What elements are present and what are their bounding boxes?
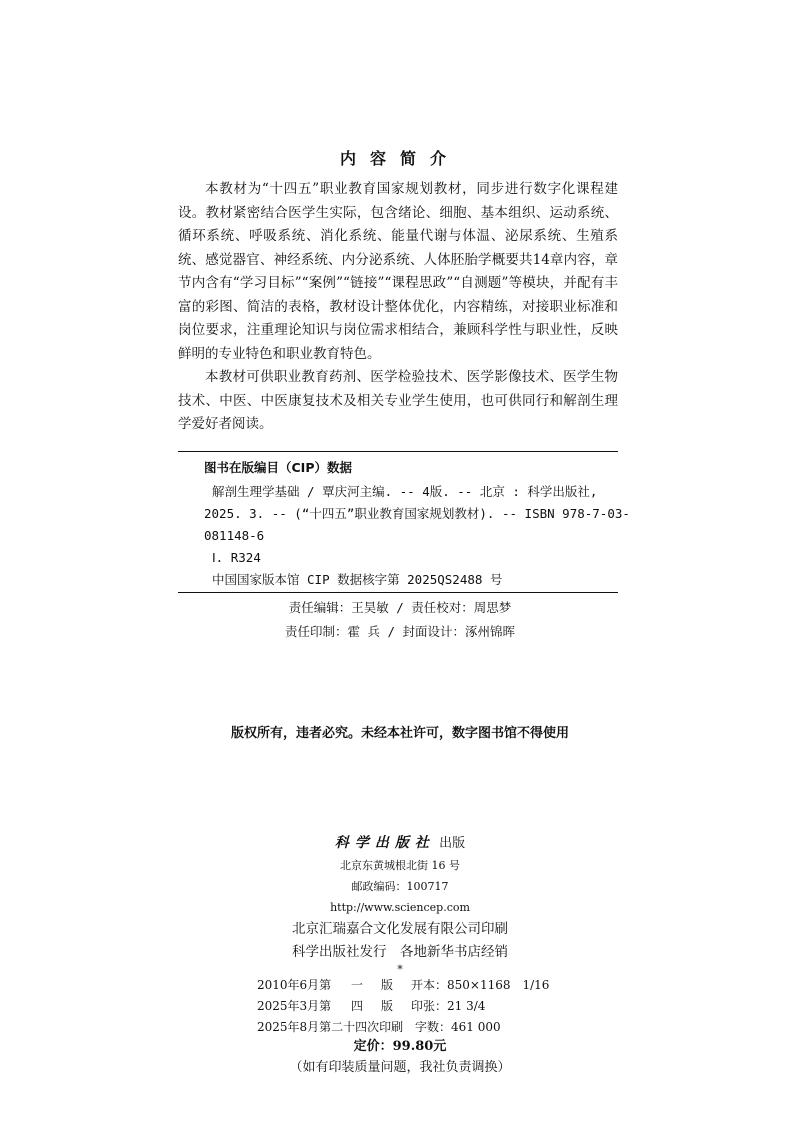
cip-block (204, 481, 630, 591)
edition-table (257, 975, 549, 1038)
editors-block (0, 596, 800, 644)
cip-line: Ⅰ. R324 (212, 550, 261, 565)
distributor: 科学出版社发行 各地新华书店经销 (292, 944, 508, 960)
publisher-suffix: 出版 (439, 836, 466, 851)
cip-line: 中国国家版本馆 CIP 数据核字第 2025QS2488 号 (212, 572, 503, 587)
cip-line: 081148-6 (204, 528, 265, 543)
edition-date: 2010年6月第 (257, 978, 332, 992)
editors-line: 责任印制：霍 兵 / 封面设计：涿州锦晖 (284, 624, 516, 639)
editors-line: 责任编辑：王昊敏 / 责任校对：周思梦 (288, 600, 512, 615)
publisher-address: 北京东黄城根北街 16 号 (340, 859, 460, 872)
edition-date: 2025年3月第 (257, 999, 332, 1013)
divider (178, 592, 618, 593)
edition-spec: 字数：461 000 (415, 1020, 501, 1034)
intro-text (178, 178, 618, 437)
page-title: 内容简介 (339, 149, 460, 168)
edition-date: 2025年8月第二十四次印刷 (257, 1020, 404, 1034)
publisher-name: 科学出版社 (334, 835, 435, 851)
cip-line: 解剖生理学基础 / 覃庆河主编. -- 4版. -- 北京 : 科学出版社, (212, 484, 598, 499)
edition-kind: 版 (381, 978, 394, 992)
edition-row (257, 996, 549, 1017)
copyright-notice: 版权所有，违者必究。未经本社许可，数字图书馆不得使用 (230, 726, 569, 741)
price: 定价：99.80元 (353, 1039, 447, 1054)
cip-heading: 图书在版编目（CIP）数据 (204, 460, 352, 475)
publisher-block (0, 832, 800, 976)
edition-num: 一 (350, 978, 363, 992)
publisher-postcode: 邮政编码：100717 (351, 880, 449, 893)
intro-paragraph: 本教材可供职业教育药剂、医学检验技术、医学影像技术、医学生物技术、中医、中医康复技术及相关专业学生使用，也可供同行和解剖生理学爱好者阅读。 (178, 369, 618, 432)
cip-line: 2025. 3. -- (“十四五”职业教育国家规划教材). -- ISBN 978-7-03- (204, 506, 630, 521)
edition-spec: 印张：21 3/4 (411, 999, 486, 1013)
divider (178, 451, 618, 452)
edition-spec: 开本：850×1168 1/16 (411, 978, 550, 992)
publisher-url: http://www.sciencep.com (330, 901, 470, 914)
edition-num: 四 (350, 999, 363, 1013)
printer: 北京汇瑞嘉合文化发展有限公司印刷 (292, 921, 508, 937)
edition-row (257, 1017, 549, 1038)
separator-star: * (397, 963, 403, 976)
edition-kind: 版 (381, 999, 394, 1013)
edition-row (257, 975, 549, 996)
intro-paragraph: 本教材为“十四五”职业教育国家规划教材，同步进行数字化课程建设。教材紧密结合医学生实际，包含绪论、细胞、基本组织、运动系统、循环系统、呼吸系统、消化系统、能量代谢与体温、泌尿系统、生殖系统、感觉器官、神经系统、内分泌系统、人体胚胎学概要共14章内容，章节内含有“学习目标”“案例”“链接”“课程思政”“自测题”等模块，并配有丰富的彩图、简洁的表格，教材设计整体优化，内容精练，对接职业标准和岗位要求，注重理论知识与岗位需求相结合，兼顾科学性与职业性，反映鲜明的专业特色和职业教育特色。 (178, 181, 618, 362)
quality-note: （如有印装质量问题，我社负责调换） (289, 1060, 511, 1075)
